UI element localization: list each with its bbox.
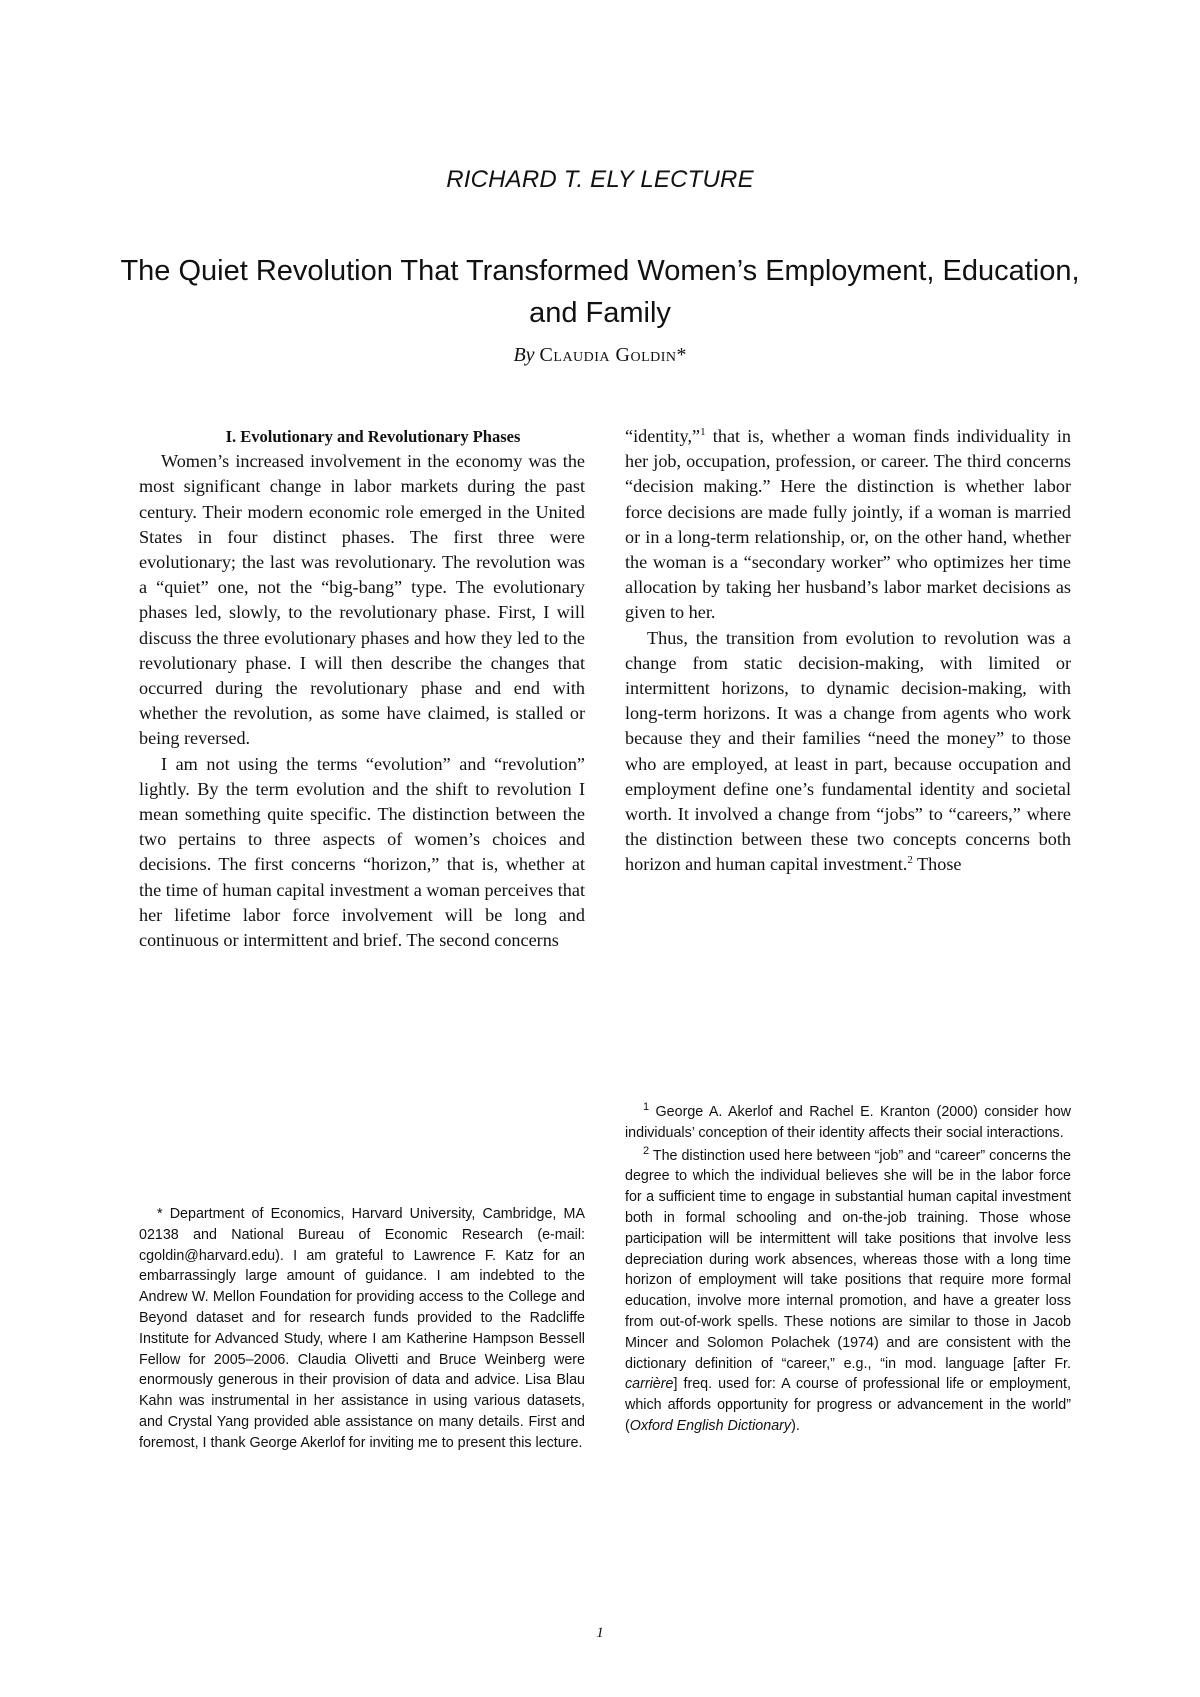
right-paragraph-1 (625, 424, 1071, 626)
author-footnote (139, 1204, 585, 1454)
left-paragraph-1: Women’s increased involvement in the economy was the most significant change in labor markets during the past century. Their modern economic role emerged in the United States in four distinct phases. The first three were evolutionary; the last was revolutionary. The revolution was a “quiet” one, not the “big-bang” type. The evolutionary phases led, slowly, to the revolutionary phase. First, I will discuss the three evolutionary phases and how they led to the revolutionary phase. I will then describe the changes that occurred during the revolutionary phase and end with whether the revolution, as some have claimed, is stalled or being reversed. (139, 451, 585, 749)
footnote-1-mark: 1 (643, 1101, 650, 1114)
paper-title: The Quiet Revolution That Transformed Women’s Employment, Education, and Family (120, 255, 1080, 329)
footnote-1-text: George A. Akerlof and Rachel E. Kranton (2000) consider how individuals’ conception of their identity affects their social interactions. (625, 1104, 1071, 1141)
right-paragraph-1-rest: that is, whether a woman finds individuality in her job, occupation, profession, or career. The third concerns “decision making.” Here the distinction is whether labor force decisions are made fully jointly, if a woman is married or in a long-term relationship, or, on the other hand, whether the woman is a “secondary worker” who optimizes her time allocation by taking her husband’s labor market decisions as given to her. (625, 426, 1071, 623)
lecture-title: RICHARD T. ELY LECTURE (446, 166, 754, 193)
footnote-ref-1: 1 (700, 425, 706, 438)
right-paragraph-2-end: Those (912, 854, 962, 875)
left-column (139, 424, 585, 953)
footnote-2 (625, 1146, 1071, 1437)
page-number: 1 (596, 1625, 604, 1641)
left-paragraph-2: I am not using the terms “evolution” and “revolution” lightly. By the term evolution and the shift to revolution I mean something quite specific. The distinction between the two pertains to three aspects of women’s choices and decisions. The first concerns “horizon,” that is, whether at the time of human capital investment a woman perceives that her lifetime labor force involvement will be long and continuous or intermittent and brief. The second concerns (139, 753, 585, 951)
section-heading: I. Evolutionary and Revolutionary Phases (225, 427, 521, 446)
right-paragraph-2 (625, 626, 1071, 878)
footnote-2-italic-word: carrière (625, 1376, 674, 1393)
footnote-2-source: Oxford English Dictionary (629, 1417, 792, 1434)
footnote-1 (625, 1102, 1071, 1144)
right-paragraph-1-start: “identity,” (625, 426, 701, 446)
author-footnote-mark: * (676, 344, 687, 366)
footnote-ref-2: 2 (907, 854, 913, 867)
right-paragraph-2-start: Thus, the transition from evolution to revolution was a change from static decision-making, with limited or intermittent horizons, to dynamic decision-making, with long-term horizons. It was a change from agents who work because they and their families “need the money” to those who are employed, at least in part, because occupation and employment define one’s fundamental identity and societal worth. It involved a change from “jobs” to “careers,” where the distinction between these two concepts concerns both horizon and human capital investment. (625, 627, 1071, 875)
right-footnotes (625, 1102, 1071, 1437)
right-column (625, 424, 1071, 878)
footnote-2-text-b: ] freq. used for: A course of professional life or employment, which affords opportunity for progress or advancement in the world” ( (625, 1376, 1071, 1434)
footnote-2-mark: 2 (643, 1144, 650, 1157)
footnote-2-text-a: The distinction used here between “job” and “career” concerns the degree to which the individual believes she will be in the labor force for a sufficient time to engage in substantial human capital investment both in formal schooling and on-the-job training. Those whose participation will be intermittent will take positions that involve less depreciation during work absences, whereas those with a long time horizon of employment will take positions that require more formal education, involve more internal promotion, and have a greater loss from out-of-work spells. These notions are similar to those in Jacob Mincer and Solomon Polachek (1974) and are consistent with the dictionary definition of “career,” e.g., “in mod. language [after Fr. (625, 1147, 1071, 1372)
author-footnote-text: * Department of Economics, Harvard University, Cambridge, MA 02138 and National Bureau of Economic Research (e-mail: cgoldin@harvard.edu). I am grateful to Lawrence F. Katz for an embarrassingly large amount of guidance. I am indebted to the Andrew W. Mellon Foundation for providing access to the College and Beyond dataset and for research funds provided to the Radcliffe Institute for Advanced Study, where I am Katherine Hampson Bessell Fellow for 2005–2006. Claudia Olivetti and Bruce Weinberg were enormously generous in their provision of data and advice. Lisa Blau Kahn was instrumental in her assistance in using various datasets, and Crystal Yang provided able assistance on many details. First and foremost, I thank George Akerlof for inviting me to present this lecture. (139, 1206, 585, 1451)
footnote-2-text-c: ). (791, 1417, 800, 1434)
byline-by: By (513, 344, 535, 366)
author-name: Claudia Goldin (539, 344, 677, 366)
byline (0, 344, 1200, 367)
